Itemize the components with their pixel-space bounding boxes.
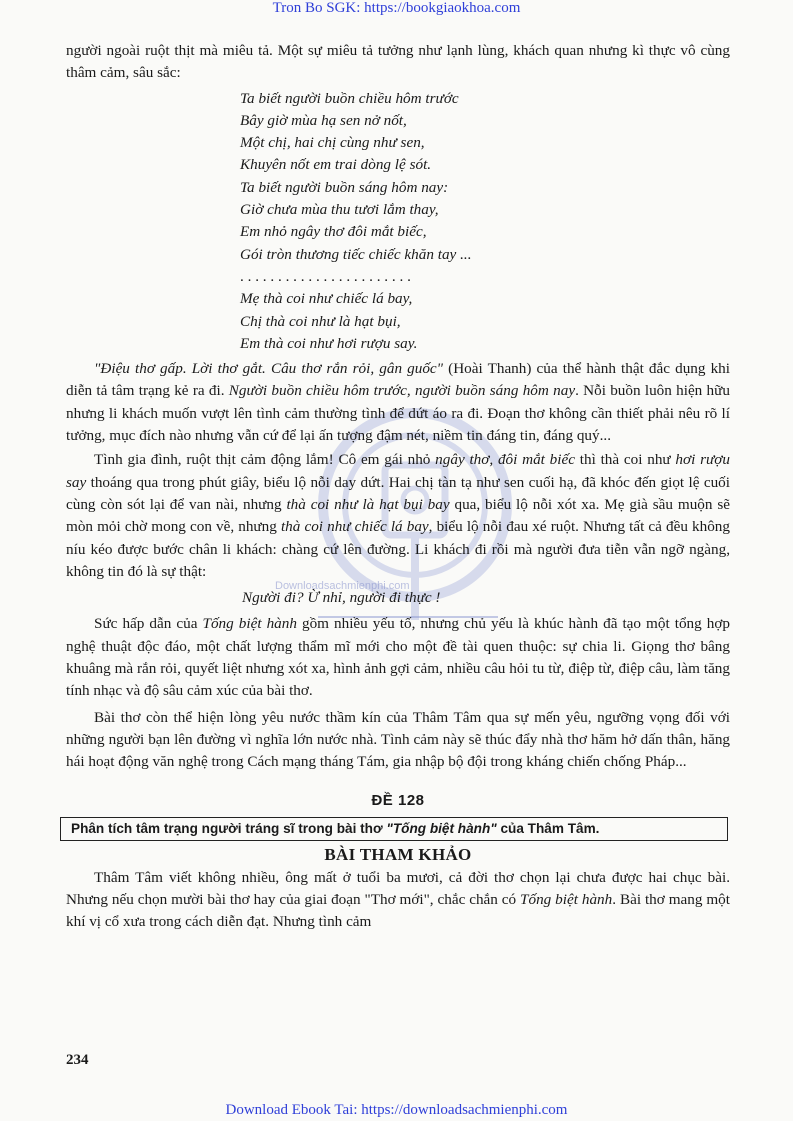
exercise-prompt-box: [60, 817, 728, 841]
paragraph-3: [66, 449, 730, 583]
poem-line: Ta biết người buồn chiều hôm trước: [240, 89, 459, 107]
page-number: 234: [66, 1052, 89, 1068]
poem-line: Em thà coi như hơi rượu say.: [240, 334, 418, 352]
poem-line: Giờ chưa mùa thu tươi lắm thay,: [240, 201, 439, 219]
paragraph-6: [66, 867, 730, 934]
text-span: Phân tích tâm trạng người tráng sĩ trong bài thơ: [71, 820, 387, 836]
poem-ellipsis: . . . . . . . . . . . . . . . . . . . . . . .: [240, 267, 411, 285]
paragraph-1: người ngoài ruột thịt mà miêu tả. Một sự miêu tả tưởng như lạnh lùng, khách quan nhưng kì thực vô cùng thâm cảm, sâu sắc:: [66, 42, 730, 82]
text-span: Sức hấp dẫn của: [94, 615, 203, 633]
poem-line: Bây giờ mùa hạ sen nở nốt,: [240, 111, 407, 129]
text-span: thoáng qua trong phút giây, biểu lộ nỗi day dứt. Hai chị tàn tạ như sen cuối hạ, đã khóc đến giọt lệ cuối cùng còn sót lại để van nài, nhưng: [66, 473, 730, 513]
quote-text: "Điệu thơ gấp. Lời thơ gắt. Câu thơ rắn rỏi, gân guốc": [94, 360, 444, 378]
italic-text: thà coi như chiếc lá bay: [280, 518, 429, 536]
page-content: [66, 40, 730, 933]
exercise-title: ĐỀ 128: [371, 791, 425, 809]
poem-line: Ta biết người buồn sáng hôm nay:: [240, 178, 449, 196]
italic-text: "Tống biệt hành": [386, 820, 497, 836]
paragraph-5: Bài thơ còn thể hiện lòng yêu nước thầm kín của Thâm Tâm qua sự mến yêu, ngưỡng vọng đối với những người bạn lên đường vì nghĩa lớn nước nhà. Tình cảm này sẽ thúc đẩy nhà thơ hăm hở dấn thân, hăng hái hoạt động văn nghệ trong Cách mạng tháng Tám, gia nhập bộ đội trong kháng chiến chống Pháp...: [66, 708, 730, 771]
paragraph-2: [66, 358, 730, 447]
text-span: . Bài thơ mang một khí vị cổ xưa trong cách diễn đạt. Nhưng tình cảm: [66, 890, 730, 931]
text-span: (Hoài Thanh) của thể hành thật đắc dụng khi diễn tả tâm trạng kẻ ra đi.: [66, 360, 730, 400]
poem-line: Một chị, hai chị cùng như sen,: [240, 134, 425, 152]
watermark-text: Downloadsachmienphi.com: [275, 580, 410, 592]
poem-line: Mẹ thà coi như chiếc lá bay,: [240, 290, 413, 308]
text-span: qua, biểu lộ nỗi xót xa. Mẹ già sầu muộn sẽ mòn mỏi chờ mong con về, nhưng: [66, 495, 730, 536]
text-span: thì thà coi như: [574, 451, 676, 469]
poem-line: Khuyên nốt em trai dòng lệ sót.: [240, 156, 432, 174]
text-span: Thâm Tâm viết không nhiều, ông mất ở tuổi ba mươi, cả đời thơ chọn lại chưa được hai chục bài. Nhưng nếu chọn mười bài thơ hay của giai đoạn "Thơ mới", chắc chắn có: [66, 868, 730, 908]
quoted-verse: Người đi? Ừ nhỉ, người đi thực !: [242, 589, 441, 607]
italic-text: hơi rượu say: [66, 451, 731, 491]
text-span: , biểu lộ nỗi đau xé ruột. Nhưng tất cả đều không níu kéo được bước chân li khách: chàng cứ lên đường. Li khách đi rồi mà người đưa tiễn vẫn ngỡ ngàng, không tin đó là sự thật:: [66, 518, 730, 580]
italic-text: Người buồn chiều hôm trước, người buồn sáng hôm nay: [228, 382, 576, 400]
poem-excerpt: [240, 88, 730, 356]
text-span: . Nỗi buồn luôn hiện hữu nhưng li khách muốn vượt lên tình cảm thường tình để dứt áo ra đi. Đoạn thơ không cần thiết phải nêu rõ lí tưởng, mục đích nào nhưng vẫn cứ để lại ấn tượng đậm nét, niềm tin đáng tin, đáng quý...: [66, 382, 730, 445]
poem-line: Gói tròn thương tiếc chiếc khăn tay ...: [240, 245, 472, 263]
footer-download-link[interactable]: Download Ebook Tai: https://downloadsachmienphi.com: [225, 1102, 568, 1118]
text-span: của Thâm Tâm.: [496, 820, 600, 836]
italic-text: Tống biệt hành: [202, 615, 297, 633]
reference-title: BÀI THAM KHẢO: [324, 844, 472, 864]
paragraph-4: [66, 613, 730, 702]
text-span: Tình gia đình, ruột thịt cảm động lắm! Cô em gái nhỏ: [94, 451, 436, 469]
poem-line: Chị thà coi như là hạt bụi,: [240, 312, 401, 330]
italic-text: ngây thơ, đôi mắt biếc: [435, 451, 575, 469]
poem-line: Em nhỏ ngây thơ đôi mắt biếc,: [240, 223, 427, 241]
header-download-link[interactable]: Tron Bo SGK: https://bookgiaokhoa.com: [272, 0, 521, 16]
text-span: gồm nhiều yếu tố, nhưng chủ yếu là khúc hành đã tạo một tổng hợp nghệ thuật độc đáo, một chất lượng thẩm mĩ mới cho một đề tài quen thuộc: sự chia li. Giọng thơ bâng khuâng mà rắn rỏi, quyết liệt nhưng xót xa, hình ảnh gợi cảm, nhiều câu hỏi tu từ, điệp từ, điệp câu, làm tăng tính nhạc và độ sâu cảm xúc của bài thơ.: [66, 615, 730, 700]
italic-text: thà coi như là hạt bụi bay: [286, 495, 450, 513]
italic-text: Tống biệt hành: [520, 890, 613, 908]
